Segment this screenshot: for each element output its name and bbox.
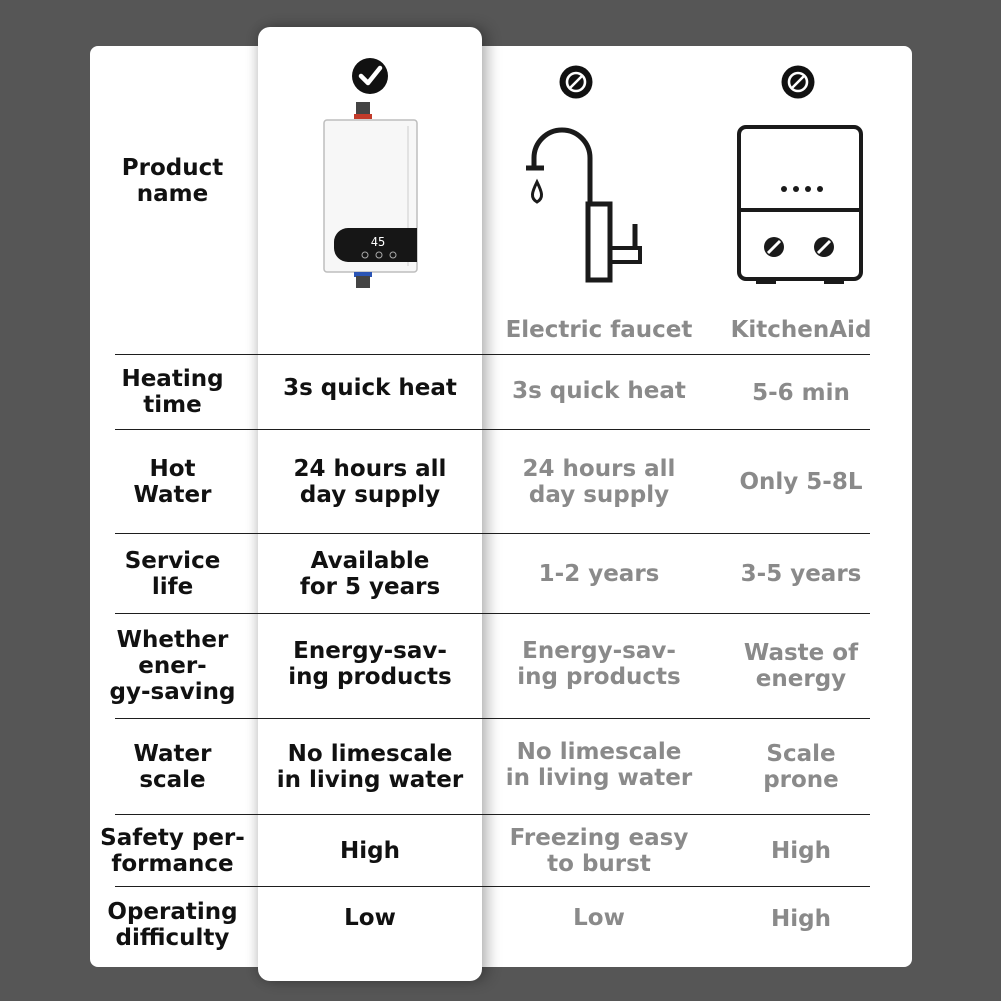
featured-hot-water: 24 hours all day supply (293, 455, 447, 508)
row-label-water-scale: Water scale (133, 740, 212, 793)
row-label-heating-time: Heating time (121, 366, 224, 418)
faucet-operating-difficulty: Low (573, 905, 625, 931)
featured-safety: High (340, 837, 400, 864)
check-circle-icon (350, 56, 390, 96)
row-label-safety: Safety per- formance (100, 824, 245, 877)
tank-heater-icon (734, 122, 866, 288)
temperature-readout: 45 (370, 235, 386, 249)
featured-energy-saving: Energy-sav- ing products (288, 638, 452, 690)
faucet-hot-water: 24 hours all day supply (522, 455, 676, 508)
featured-heating-time: 3s quick heat (283, 375, 457, 401)
row-label-energy-saving: Whether ener- gy-saving (109, 627, 236, 705)
featured-service-life: Available for 5 years (299, 547, 441, 600)
kitchenaid-heating-time: 5-6 min (752, 380, 850, 406)
featured-operating-difficulty: Low (344, 905, 396, 931)
kitchenaid-service-life: 3-5 years (740, 560, 862, 587)
row-label-operating-difficulty: Operating difficulty (107, 899, 238, 951)
header-label: Product name (121, 155, 224, 207)
kitchenaid-safety: High (771, 837, 831, 864)
faucet-service-life: 1-2 years (538, 560, 660, 587)
kitchenaid-operating-difficulty: High (771, 906, 831, 932)
prohibited-icon (558, 64, 594, 100)
prohibited-icon (780, 64, 816, 100)
instant-water-heater-icon (318, 100, 426, 290)
faucet-water-scale: No limescale in living water (505, 739, 693, 791)
kitchenaid-water-scale: Scale prone (763, 740, 839, 793)
kitchenaid-hot-water: Only 5-8L (739, 468, 863, 495)
faucet-safety: Freezing easy to burst (509, 824, 689, 877)
featured-water-scale: No limescale in living water (276, 740, 464, 793)
faucet-energy-saving: Energy-sav- ing products (517, 638, 681, 690)
faucet-heating-time: 3s quick heat (512, 378, 686, 404)
row-label-hot-water: Hot Water (133, 455, 212, 508)
faucet-icon (522, 120, 652, 288)
row-label-service-life: Service life (124, 547, 221, 600)
product-name-electric-faucet: Electric faucet (505, 317, 693, 343)
kitchenaid-energy-saving: Waste of energy (743, 640, 859, 692)
product-name-kitchenaid: KitchenAid (730, 317, 872, 343)
